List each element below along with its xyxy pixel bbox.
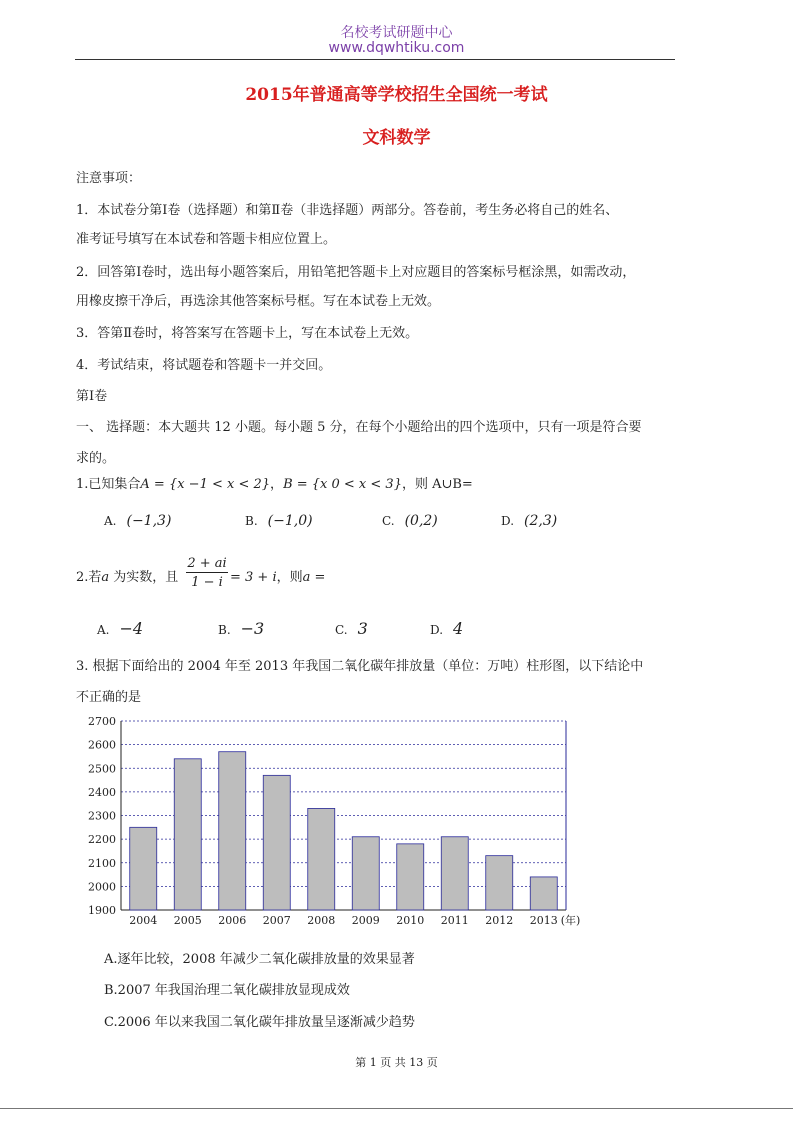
- footer-page-number: 1: [369, 1056, 377, 1069]
- q2-fraction-denominator: 1 − i: [191, 575, 223, 590]
- footer-prefix: 第: [355, 1056, 367, 1069]
- co2-emission-bar-chart: [80, 712, 600, 930]
- y-tick-label-2200: 2200: [88, 833, 116, 847]
- q2-option-c[interactable]: [335, 619, 368, 638]
- page-footer: [0, 1054, 793, 1070]
- x-axis-unit-label: (年): [560, 914, 581, 927]
- x-tick-label-2008: 2008: [307, 914, 336, 927]
- q2-fraction: [186, 556, 228, 590]
- y-tick-label-2100: 2100: [88, 856, 116, 870]
- section-intro-line-2: 求的。: [76, 451, 116, 466]
- q2-option-b-value: −3: [240, 619, 265, 638]
- bar-2013: [530, 877, 557, 910]
- q1-option-b-letter: B.: [245, 514, 258, 528]
- header-divider: [75, 59, 675, 60]
- x-tick-label-2006: 2006: [218, 914, 247, 927]
- footer-suffix: 页: [426, 1056, 438, 1069]
- q2-option-b[interactable]: [218, 619, 264, 638]
- question-2-stem-left: [76, 566, 178, 585]
- bar-2012: [486, 856, 513, 910]
- q2-option-b-letter: B.: [218, 623, 231, 637]
- q1-lead: 1.已知集合: [76, 477, 141, 492]
- question-1-stem: [76, 473, 473, 492]
- bar-2009: [352, 837, 379, 910]
- bar-2010: [397, 844, 424, 910]
- q1-tail: ，则 A∪B=: [401, 477, 473, 492]
- exam-subject: 文科数学: [362, 128, 431, 148]
- y-tick-label-2400: 2400: [88, 785, 116, 799]
- q2-ask: a =: [302, 570, 326, 585]
- x-tick-label-2009: 2009: [351, 914, 380, 927]
- header-site-name: 名校考试研题中心: [340, 25, 453, 41]
- bar-2006: [219, 752, 246, 910]
- q1-option-b[interactable]: [245, 513, 313, 529]
- q1-option-a-value: (−1,3): [126, 513, 172, 529]
- q2-fraction-numerator: 2 + ai: [187, 556, 227, 571]
- section-intro-line-1: 一、 选择题：本大题共 12 小题。每小题 5 分，在每个小题给出的四个选项中，只有一项是符合要: [76, 420, 642, 435]
- notice-heading: 注意事项：: [76, 171, 142, 186]
- q2-variable-a: a: [101, 570, 110, 585]
- q1-option-d-letter: D.: [501, 514, 515, 528]
- x-tick-label-2005: 2005: [173, 914, 202, 927]
- bar-2005: [174, 759, 201, 910]
- q2-rhs: = 3 + i: [230, 570, 277, 585]
- notice-item-2-line-1: 2．回答第Ⅰ卷时，选出每小题答案后，用铅笔把答题卡上对应题目的答案标号框涂黑，如需改动，: [76, 265, 636, 280]
- section-label: 第Ⅰ卷: [76, 389, 108, 404]
- question-2-stem-right: [230, 566, 325, 585]
- q1-option-c[interactable]: [382, 513, 438, 529]
- question-3-line-2: 不正确的是: [76, 690, 142, 705]
- header-url[interactable]: www.dqwhtiku.com: [328, 40, 465, 56]
- bar-2004: [130, 827, 157, 910]
- q2-option-d-letter: D.: [430, 623, 444, 637]
- q1-option-a[interactable]: [104, 513, 171, 529]
- q3-option-c[interactable]: C.2006 年以来我国二氧化碳年排放量呈逐渐减少趋势: [104, 1015, 415, 1030]
- q1-option-c-letter: C.: [382, 514, 395, 528]
- q1-set-a: A = {x −1 < x < 2}: [140, 477, 271, 492]
- y-tick-label-2700: 2700: [88, 715, 116, 728]
- q2-option-a-value: −4: [119, 619, 144, 638]
- bar-2011: [441, 837, 468, 910]
- x-tick-label-2012: 2012: [485, 914, 514, 927]
- notice-item-1-line-2: 准考证号填写在本试卷和答题卡相应位置上。: [76, 232, 337, 247]
- x-tick-label-2004: 2004: [129, 914, 158, 927]
- q2-option-c-value: 3: [357, 619, 368, 638]
- notice-item-4: 4．考试结束，将试题卷和答题卡一并交回。: [76, 358, 332, 373]
- y-tick-label-2000: 2000: [88, 880, 116, 894]
- y-tick-label-2300: 2300: [88, 809, 116, 823]
- q1-set-b: B = {x 0 < x < 3}: [283, 477, 402, 492]
- question-3-line-1: 3. 根据下面给出的 2004 年至 2013 年我国二氧化碳年排放量（单位：万吨）柱形图，以下结论中: [76, 659, 644, 674]
- q2-option-c-letter: C.: [335, 623, 348, 637]
- q2-lead: 2.若: [76, 570, 102, 585]
- y-tick-label-1900: 1900: [88, 904, 116, 917]
- q1-option-a-letter: A.: [104, 514, 117, 528]
- footer-total-pages: 13: [409, 1056, 424, 1069]
- q1-option-c-value: (0,2): [404, 513, 438, 529]
- y-tick-label-2600: 2600: [88, 738, 116, 752]
- bottom-divider: [0, 1108, 793, 1109]
- notice-item-1-line-1: 1．本试卷分第Ⅰ卷（选择题）和第Ⅱ卷（非选择题）两部分。答卷前，考生务必将自己的姓名、: [76, 203, 619, 218]
- notice-item-3: 3．答第Ⅱ卷时，将答案写在答题卡上，写在本试卷上无效。: [76, 326, 419, 341]
- bar-2008: [308, 808, 335, 910]
- q1-separator: ，: [270, 477, 284, 492]
- x-tick-label-2013: 2013: [529, 914, 558, 927]
- q1-option-b-value: (−1,0): [267, 513, 313, 529]
- x-tick-label-2010: 2010: [396, 914, 425, 927]
- q2-middle: 为实数，且: [109, 570, 179, 585]
- x-tick-label-2007: 2007: [262, 914, 291, 927]
- exam-title: 2015年普通高等学校招生全国统一考试: [245, 85, 548, 105]
- x-tick-label-2011: 2011: [440, 914, 469, 927]
- q2-option-a[interactable]: [97, 619, 143, 638]
- bar-2007: [263, 775, 290, 910]
- q2-tail: ，则: [276, 570, 303, 585]
- y-tick-label-2500: 2500: [88, 762, 116, 776]
- q1-option-d[interactable]: [501, 513, 557, 529]
- q3-option-a[interactable]: A.逐年比较，2008 年减少二氧化碳排放量的效果显著: [104, 952, 415, 967]
- notice-item-2-line-2: 用橡皮擦干净后，再选涂其他答案标号框。写在本试卷上无效。: [76, 294, 441, 309]
- q1-option-d-value: (2,3): [524, 513, 558, 529]
- q2-option-d-value: 4: [453, 619, 464, 638]
- q2-option-d[interactable]: [430, 619, 463, 638]
- footer-mid: 页 共: [380, 1056, 406, 1069]
- q2-option-a-letter: A.: [97, 623, 110, 637]
- q3-option-b[interactable]: B.2007 年我国治理二氧化碳排放显现成效: [104, 983, 350, 998]
